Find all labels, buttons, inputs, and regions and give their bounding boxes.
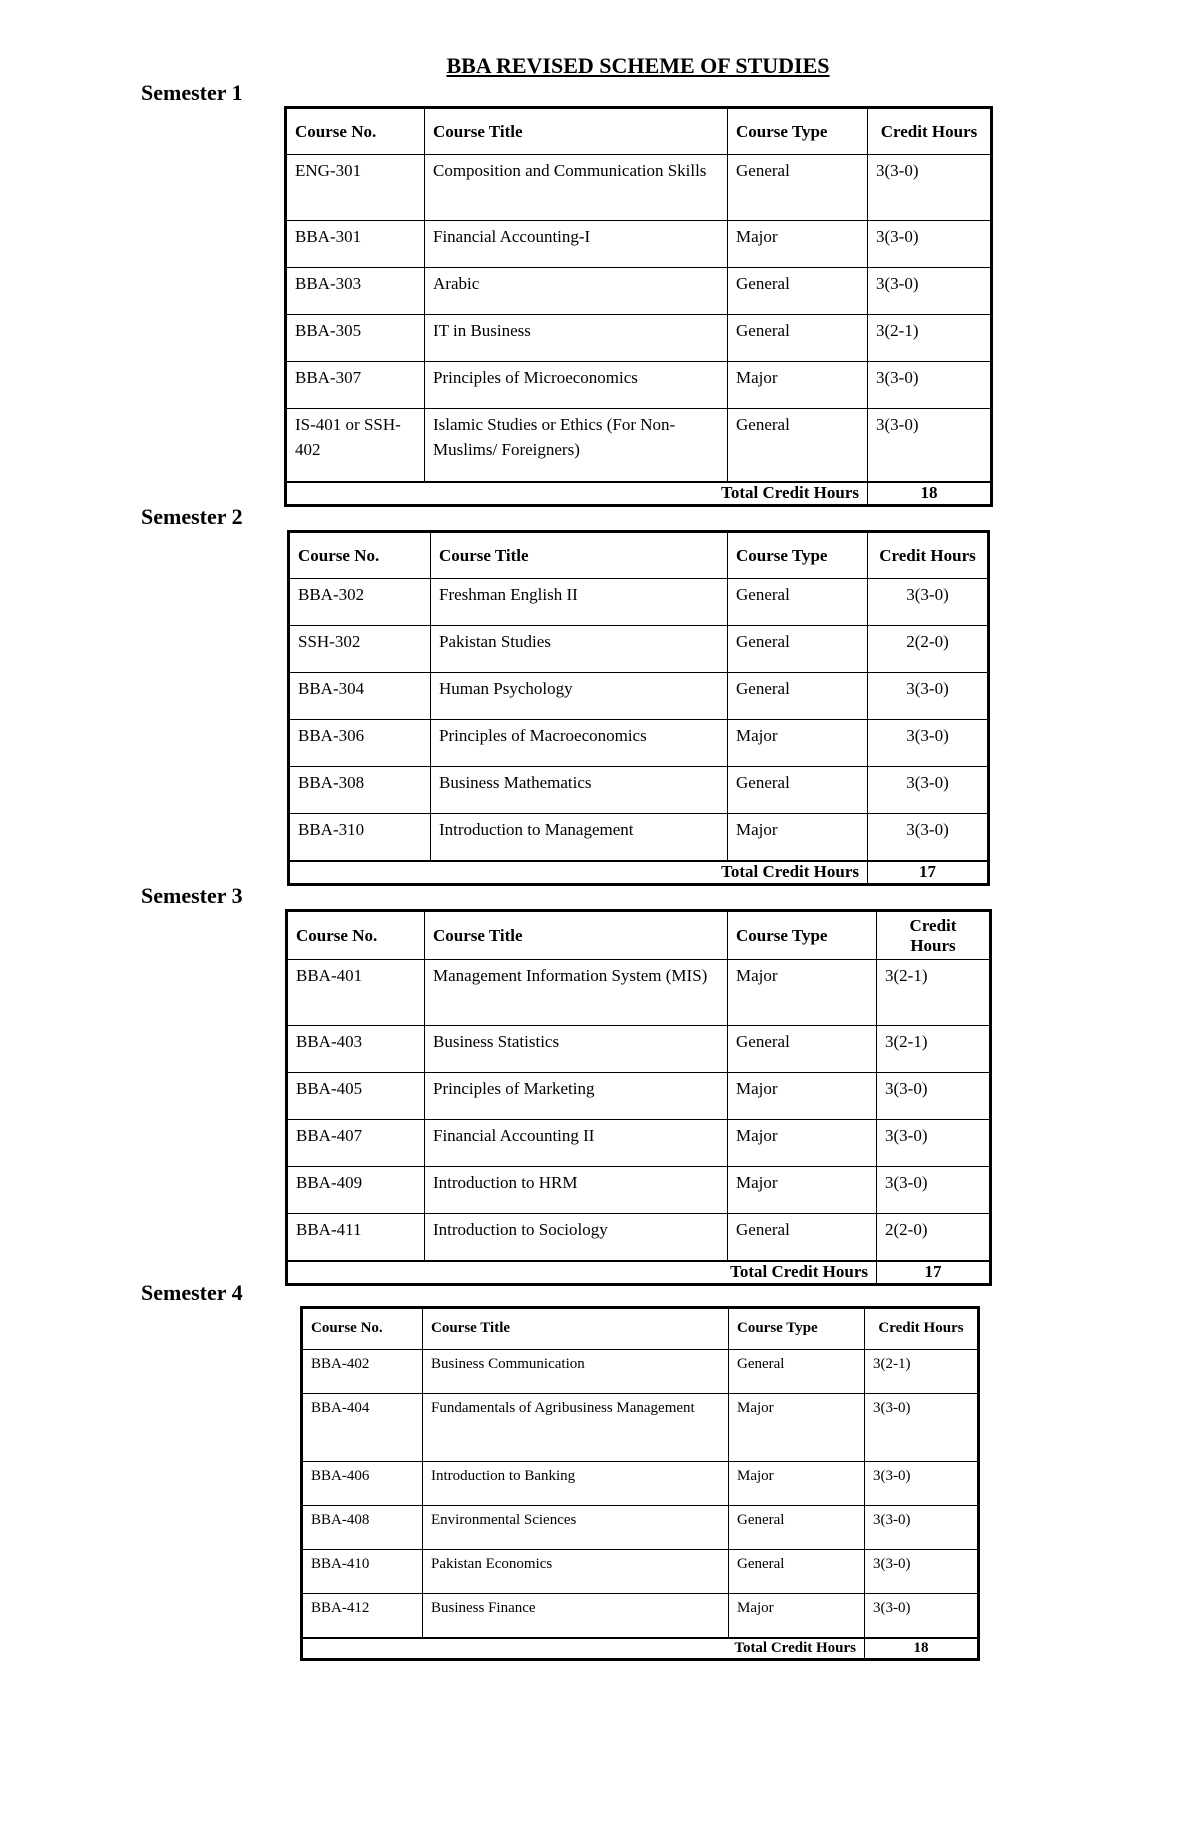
course-type-cell: Major	[728, 1073, 877, 1120]
table-row	[287, 1026, 991, 1073]
table-row	[286, 268, 992, 315]
table-header-row	[287, 911, 991, 960]
credit-hours-cell: 3(2-1)	[868, 315, 992, 362]
course-no-cell: BBA-407	[287, 1120, 425, 1167]
course-no-cell: IS-401 or SSH-402	[286, 409, 425, 482]
table-row	[289, 720, 989, 767]
course-type-cell: General	[729, 1350, 865, 1394]
table-row	[287, 1167, 991, 1214]
header-course-no: Course No.	[287, 911, 425, 960]
header-credit-hours: Credit Hours	[877, 911, 991, 960]
total-row	[302, 1638, 979, 1660]
course-type-cell: General	[728, 673, 868, 720]
course-title-cell: Human Psychology	[431, 673, 728, 720]
course-no-cell: BBA-304	[289, 673, 431, 720]
credit-hours-cell: 2(2-0)	[868, 626, 989, 673]
credit-hours-cell: 3(3-0)	[868, 155, 992, 221]
semester-label: Semester 2	[141, 504, 243, 529]
course-no-cell: BBA-307	[286, 362, 425, 409]
course-no-cell: BBA-410	[302, 1550, 423, 1594]
header-course-type: Course Type	[729, 1308, 865, 1350]
course-no-cell: SSH-302	[289, 626, 431, 673]
course-type-cell: Major	[729, 1462, 865, 1506]
table-row	[289, 579, 989, 626]
header-credit-hours: Credit Hours	[865, 1308, 979, 1350]
course-type-cell: General	[729, 1550, 865, 1594]
total-credit-hours-value: 18	[865, 1638, 979, 1660]
credit-hours-cell: 3(3-0)	[877, 1073, 991, 1120]
course-type-cell: General	[729, 1506, 865, 1550]
semester-course-table	[285, 909, 992, 1286]
table-row	[302, 1550, 979, 1594]
course-no-cell: ENG-301	[286, 155, 425, 221]
credit-hours-cell: 3(3-0)	[868, 579, 989, 626]
credit-hours-cell: 3(3-0)	[865, 1394, 979, 1462]
course-no-cell: BBA-411	[287, 1214, 425, 1261]
table-row	[302, 1594, 979, 1638]
semester-course-table	[300, 1306, 980, 1661]
course-type-cell: General	[728, 579, 868, 626]
table-row	[302, 1462, 979, 1506]
course-no-cell: BBA-401	[287, 960, 425, 1026]
total-credit-hours-value: 18	[868, 482, 992, 506]
table-header-row	[286, 108, 992, 155]
header-course-type: Course Type	[728, 532, 868, 579]
course-title-cell: Pakistan Economics	[423, 1550, 729, 1594]
course-no-cell: BBA-409	[287, 1167, 425, 1214]
course-title-cell: Freshman English II	[431, 579, 728, 626]
course-title-cell: Introduction to HRM	[425, 1167, 728, 1214]
table-row	[302, 1350, 979, 1394]
credit-hours-cell: 3(2-1)	[877, 960, 991, 1026]
course-type-cell: General	[728, 315, 868, 362]
credit-hours-cell: 3(3-0)	[868, 268, 992, 315]
document-title: BBA REVISED SCHEME OF STUDIES	[446, 53, 830, 78]
course-no-cell: BBA-305	[286, 315, 425, 362]
table-row	[287, 960, 991, 1026]
credit-hours-cell: 3(2-1)	[865, 1350, 979, 1394]
table-row	[302, 1394, 979, 1462]
course-type-cell: General	[728, 626, 868, 673]
course-no-cell: BBA-310	[289, 814, 431, 861]
header-course-title: Course Title	[425, 108, 728, 155]
semester-label: Semester 4	[141, 1280, 243, 1305]
credit-hours-cell: 3(3-0)	[868, 673, 989, 720]
course-title-cell: IT in Business	[425, 315, 728, 362]
course-type-cell: General	[728, 1026, 877, 1073]
course-title-cell: Management Information System (MIS)	[425, 960, 728, 1026]
course-type-cell: Major	[728, 1120, 877, 1167]
course-no-cell: BBA-406	[302, 1462, 423, 1506]
course-no-cell: BBA-301	[286, 221, 425, 268]
table-row	[286, 315, 992, 362]
header-credit-hours: Credit Hours	[868, 532, 989, 579]
course-no-cell: BBA-408	[302, 1506, 423, 1550]
header-course-no: Course No.	[302, 1308, 423, 1350]
header-course-type: Course Type	[728, 911, 877, 960]
credit-hours-cell: 3(3-0)	[868, 767, 989, 814]
header-course-no: Course No.	[286, 108, 425, 155]
table-header-row	[289, 532, 989, 579]
course-title-cell: Principles of Microeconomics	[425, 362, 728, 409]
total-row	[286, 482, 992, 506]
total-credit-hours-value: 17	[877, 1261, 991, 1285]
total-credit-hours-label: Total Credit Hours	[302, 1638, 865, 1660]
course-title-cell: Arabic	[425, 268, 728, 315]
table-row	[287, 1120, 991, 1167]
course-type-cell: Major	[728, 1167, 877, 1214]
course-title-cell: Business Communication	[423, 1350, 729, 1394]
credit-hours-cell: 3(3-0)	[868, 221, 992, 268]
course-no-cell: BBA-303	[286, 268, 425, 315]
credit-hours-cell: 3(3-0)	[868, 362, 992, 409]
credit-hours-cell: 3(3-0)	[868, 720, 989, 767]
total-credit-hours-label: Total Credit Hours	[289, 861, 868, 885]
table-header-row	[302, 1308, 979, 1350]
table-row	[286, 155, 992, 221]
course-type-cell: General	[728, 1214, 877, 1261]
credit-hours-cell: 3(3-0)	[877, 1120, 991, 1167]
header-course-no: Course No.	[289, 532, 431, 579]
table-row	[286, 362, 992, 409]
semester-label: Semester 3	[141, 883, 243, 908]
course-no-cell: BBA-405	[287, 1073, 425, 1120]
course-title-cell: Business Statistics	[425, 1026, 728, 1073]
course-no-cell: BBA-306	[289, 720, 431, 767]
course-no-cell: BBA-308	[289, 767, 431, 814]
course-type-cell: General	[728, 409, 868, 482]
table-row	[286, 409, 992, 482]
course-type-cell: Major	[729, 1594, 865, 1638]
course-no-cell: BBA-402	[302, 1350, 423, 1394]
course-no-cell: BBA-403	[287, 1026, 425, 1073]
course-type-cell: Major	[728, 221, 868, 268]
table-row	[286, 221, 992, 268]
course-type-cell: Major	[728, 720, 868, 767]
course-type-cell: Major	[728, 362, 868, 409]
credit-hours-cell: 3(3-0)	[865, 1594, 979, 1638]
credit-hours-cell: 3(3-0)	[868, 814, 989, 861]
course-title-cell: Business Finance	[423, 1594, 729, 1638]
course-type-cell: General	[728, 268, 868, 315]
course-title-cell: Introduction to Banking	[423, 1462, 729, 1506]
course-title-cell: Financial Accounting-I	[425, 221, 728, 268]
total-credit-hours-value: 17	[868, 861, 989, 885]
course-no-cell: BBA-302	[289, 579, 431, 626]
course-title-cell: Financial Accounting II	[425, 1120, 728, 1167]
table-row	[302, 1506, 979, 1550]
course-title-cell: Environmental Sciences	[423, 1506, 729, 1550]
course-title-cell: Introduction to Management	[431, 814, 728, 861]
course-title-cell: Introduction to Sociology	[425, 1214, 728, 1261]
table-row	[289, 673, 989, 720]
credit-hours-cell: 3(2-1)	[877, 1026, 991, 1073]
header-course-title: Course Title	[431, 532, 728, 579]
table-row	[289, 626, 989, 673]
total-row	[287, 1261, 991, 1285]
course-title-cell: Principles of Marketing	[425, 1073, 728, 1120]
table-row	[289, 767, 989, 814]
header-course-type: Course Type	[728, 108, 868, 155]
course-title-cell: Composition and Communication Skills	[425, 155, 728, 221]
course-type-cell: Major	[728, 814, 868, 861]
total-credit-hours-label: Total Credit Hours	[287, 1261, 877, 1285]
semester-course-table	[287, 530, 990, 886]
header-course-title: Course Title	[425, 911, 728, 960]
semester-course-table	[284, 106, 993, 507]
course-title-cell: Principles of Macroeconomics	[431, 720, 728, 767]
credit-hours-cell: 2(2-0)	[877, 1214, 991, 1261]
semester-label: Semester 1	[141, 80, 243, 105]
course-type-cell: General	[728, 767, 868, 814]
header-course-title: Course Title	[423, 1308, 729, 1350]
table-row	[287, 1214, 991, 1261]
course-type-cell: General	[728, 155, 868, 221]
course-type-cell: Major	[728, 960, 877, 1026]
header-credit-hours: Credit Hours	[868, 108, 992, 155]
credit-hours-cell: 3(3-0)	[868, 409, 992, 482]
credit-hours-cell: 3(3-0)	[877, 1167, 991, 1214]
course-title-cell: Business Mathematics	[431, 767, 728, 814]
course-title-cell: Islamic Studies or Ethics (For Non-Muslims/ Foreigners)	[425, 409, 728, 482]
total-credit-hours-label: Total Credit Hours	[286, 482, 868, 506]
credit-hours-cell: 3(3-0)	[865, 1550, 979, 1594]
course-type-cell: Major	[729, 1394, 865, 1462]
total-row	[289, 861, 989, 885]
credit-hours-cell: 3(3-0)	[865, 1462, 979, 1506]
credit-hours-cell: 3(3-0)	[865, 1506, 979, 1550]
course-title-cell: Fundamentals of Agribusiness Management	[423, 1394, 729, 1462]
course-no-cell: BBA-404	[302, 1394, 423, 1462]
table-row	[287, 1073, 991, 1120]
course-no-cell: BBA-412	[302, 1594, 423, 1638]
course-title-cell: Pakistan Studies	[431, 626, 728, 673]
table-row	[289, 814, 989, 861]
